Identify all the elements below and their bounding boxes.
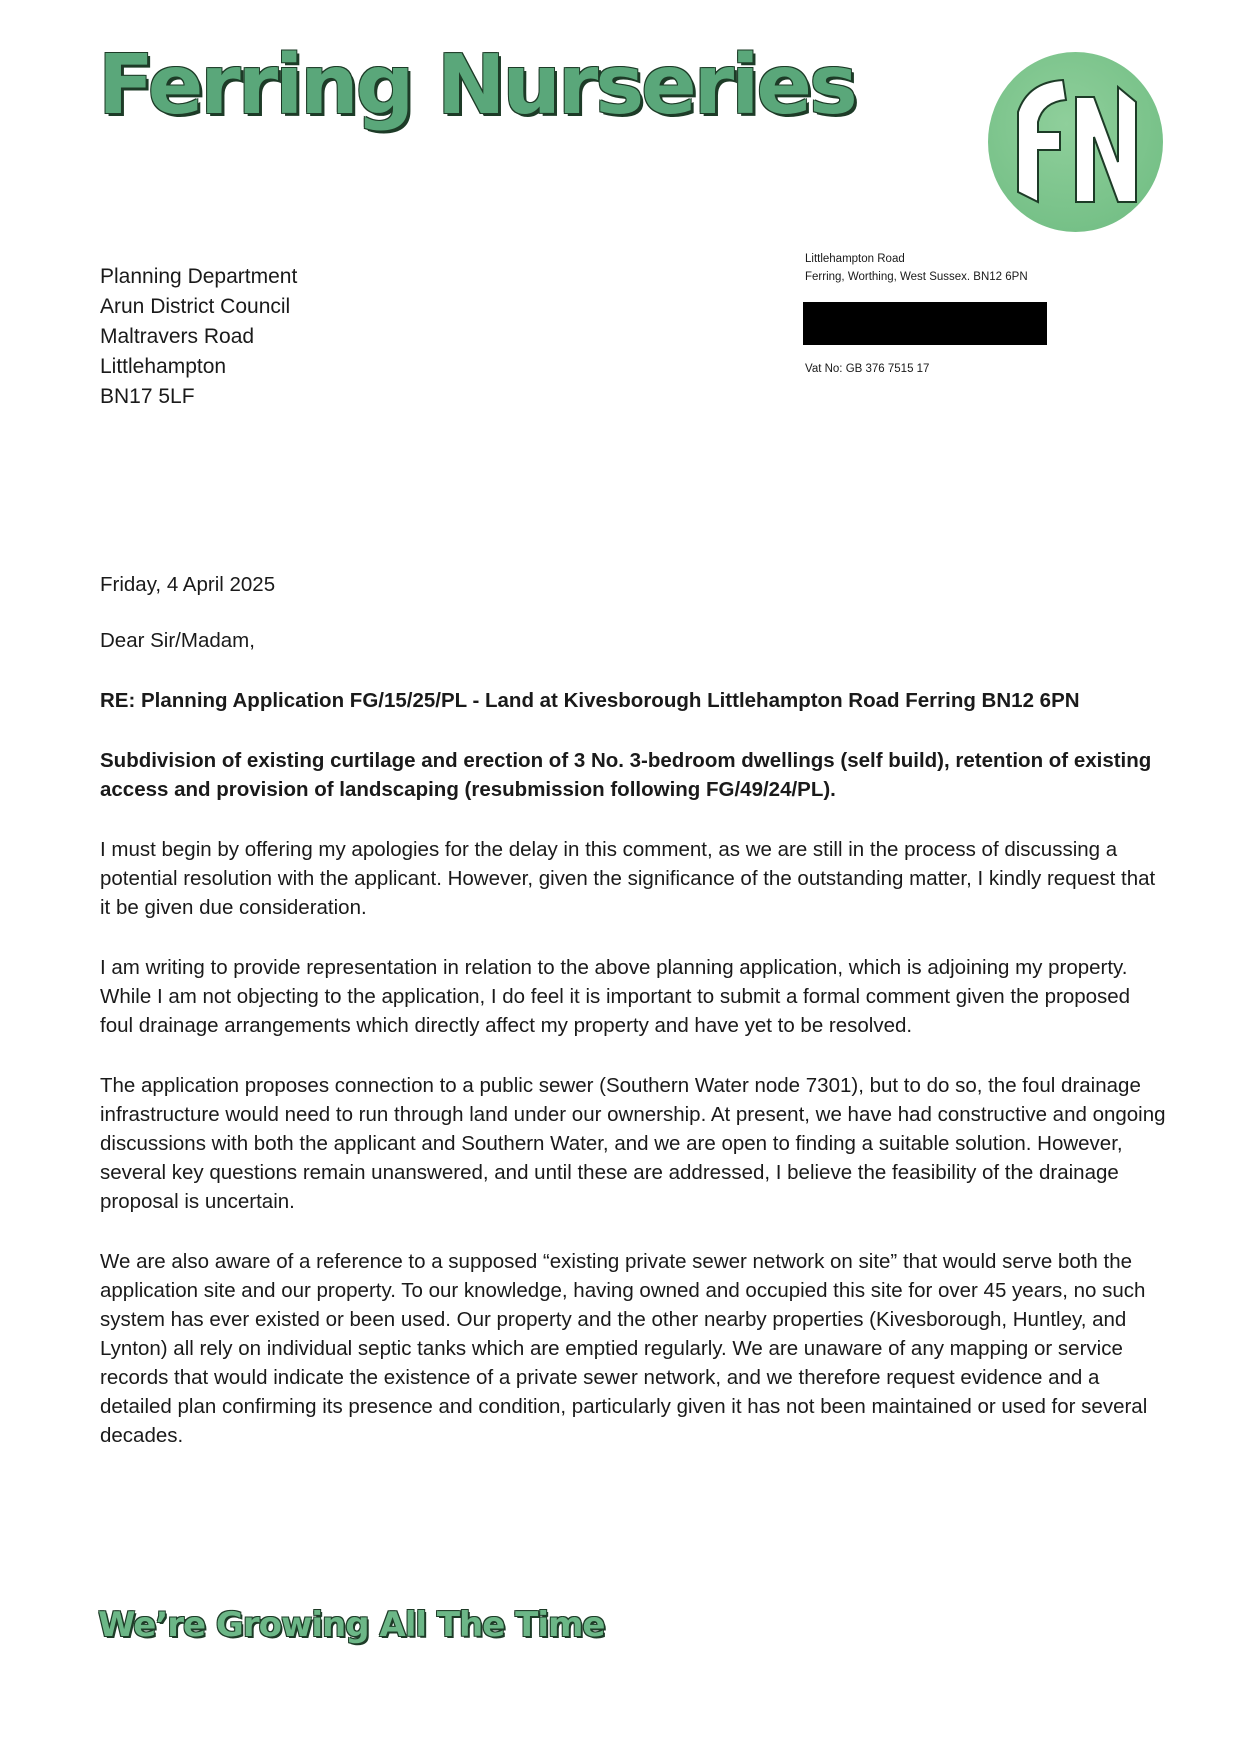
letter-date: Friday, 4 April 2025 (100, 573, 276, 596)
vat-number: Vat No: GB 376 7515 17 (805, 363, 930, 375)
footer-slogan: We’re Growing All The Time (98, 1605, 605, 1645)
paragraph: The application proposes connection to a public sewer (Southern Water node 7301), but to do so, the foul drainage infrastructure would need to run through land under our ownership. At present, we have had constructive and ongoing discussions with both the applicant and Southern Water, and we are open to finding a suitable solution. However, several key questions remain unanswered, and until these are addressed, I believe the feasibility of the drainage proposal is uncertain. (100, 1074, 1166, 1213)
fn-logo-icon (988, 52, 1163, 232)
paragraph: We are also aware of a reference to a supposed “existing private sewer network on site” that would serve both the application site and our property. To our knowledge, having owned and occupied this site for over 45 years, no such system has ever existed or been used. Our property and the other nearby properties (Kivesborough, Huntley, and Lynton) all rely on individual septic tanks which are emptied regularly. We are unaware of any mapping or service records that would indicate the existence of a private sewer network, and we therefore request evidence and a detailed plan confirming its presence and condition, particularly given it has not been maintained or used for several decades. (100, 1250, 1148, 1447)
sender-address-line: Ferring, Worthing, West Sussex. BN12 6PN (805, 271, 1028, 283)
application-description: Subdivision of existing curtilage and erection of 3 No. 3-bedroom dwellings (self build), retention of existing access and provision of landscaping (resubmission following FG/49/24/PL). (100, 749, 1152, 801)
redaction-box (803, 302, 1047, 345)
sender-address-line: Littlehampton Road (805, 253, 905, 265)
subject-line: RE: Planning Application FG/15/25/PL - Land at Kivesborough Littlehampton Road Ferring BN12 6PN (100, 689, 1080, 712)
recipient-line: Littlehampton (100, 355, 227, 378)
paragraph: I must begin by offering my apologies for the delay in this comment, as we are still in the process of discussing a potential resolution with the applicant. However, given the significance of the outstanding matter, I kindly request that it be given due consideration. (100, 838, 1156, 919)
paragraph: I am writing to provide representation in relation to the above planning application, which is adjoining my property. While I am not objecting to the application, I do feel it is important to submit a formal comment given the proposed foul drainage arrangements which directly affect my property and have yet to be resolved. (100, 956, 1131, 1037)
company-logo-text: Ferring Nurseries (98, 38, 855, 133)
letter-body (100, 570, 1166, 1481)
recipient-address (100, 262, 297, 412)
recipient-line: BN17 5LF (100, 385, 195, 408)
salutation: Dear Sir/Madam, (100, 629, 255, 652)
recipient-line: Planning Department (100, 265, 298, 288)
recipient-line: Maltravers Road (100, 325, 255, 348)
sender-address (805, 250, 1028, 286)
recipient-line: Arun District Council (100, 295, 291, 318)
